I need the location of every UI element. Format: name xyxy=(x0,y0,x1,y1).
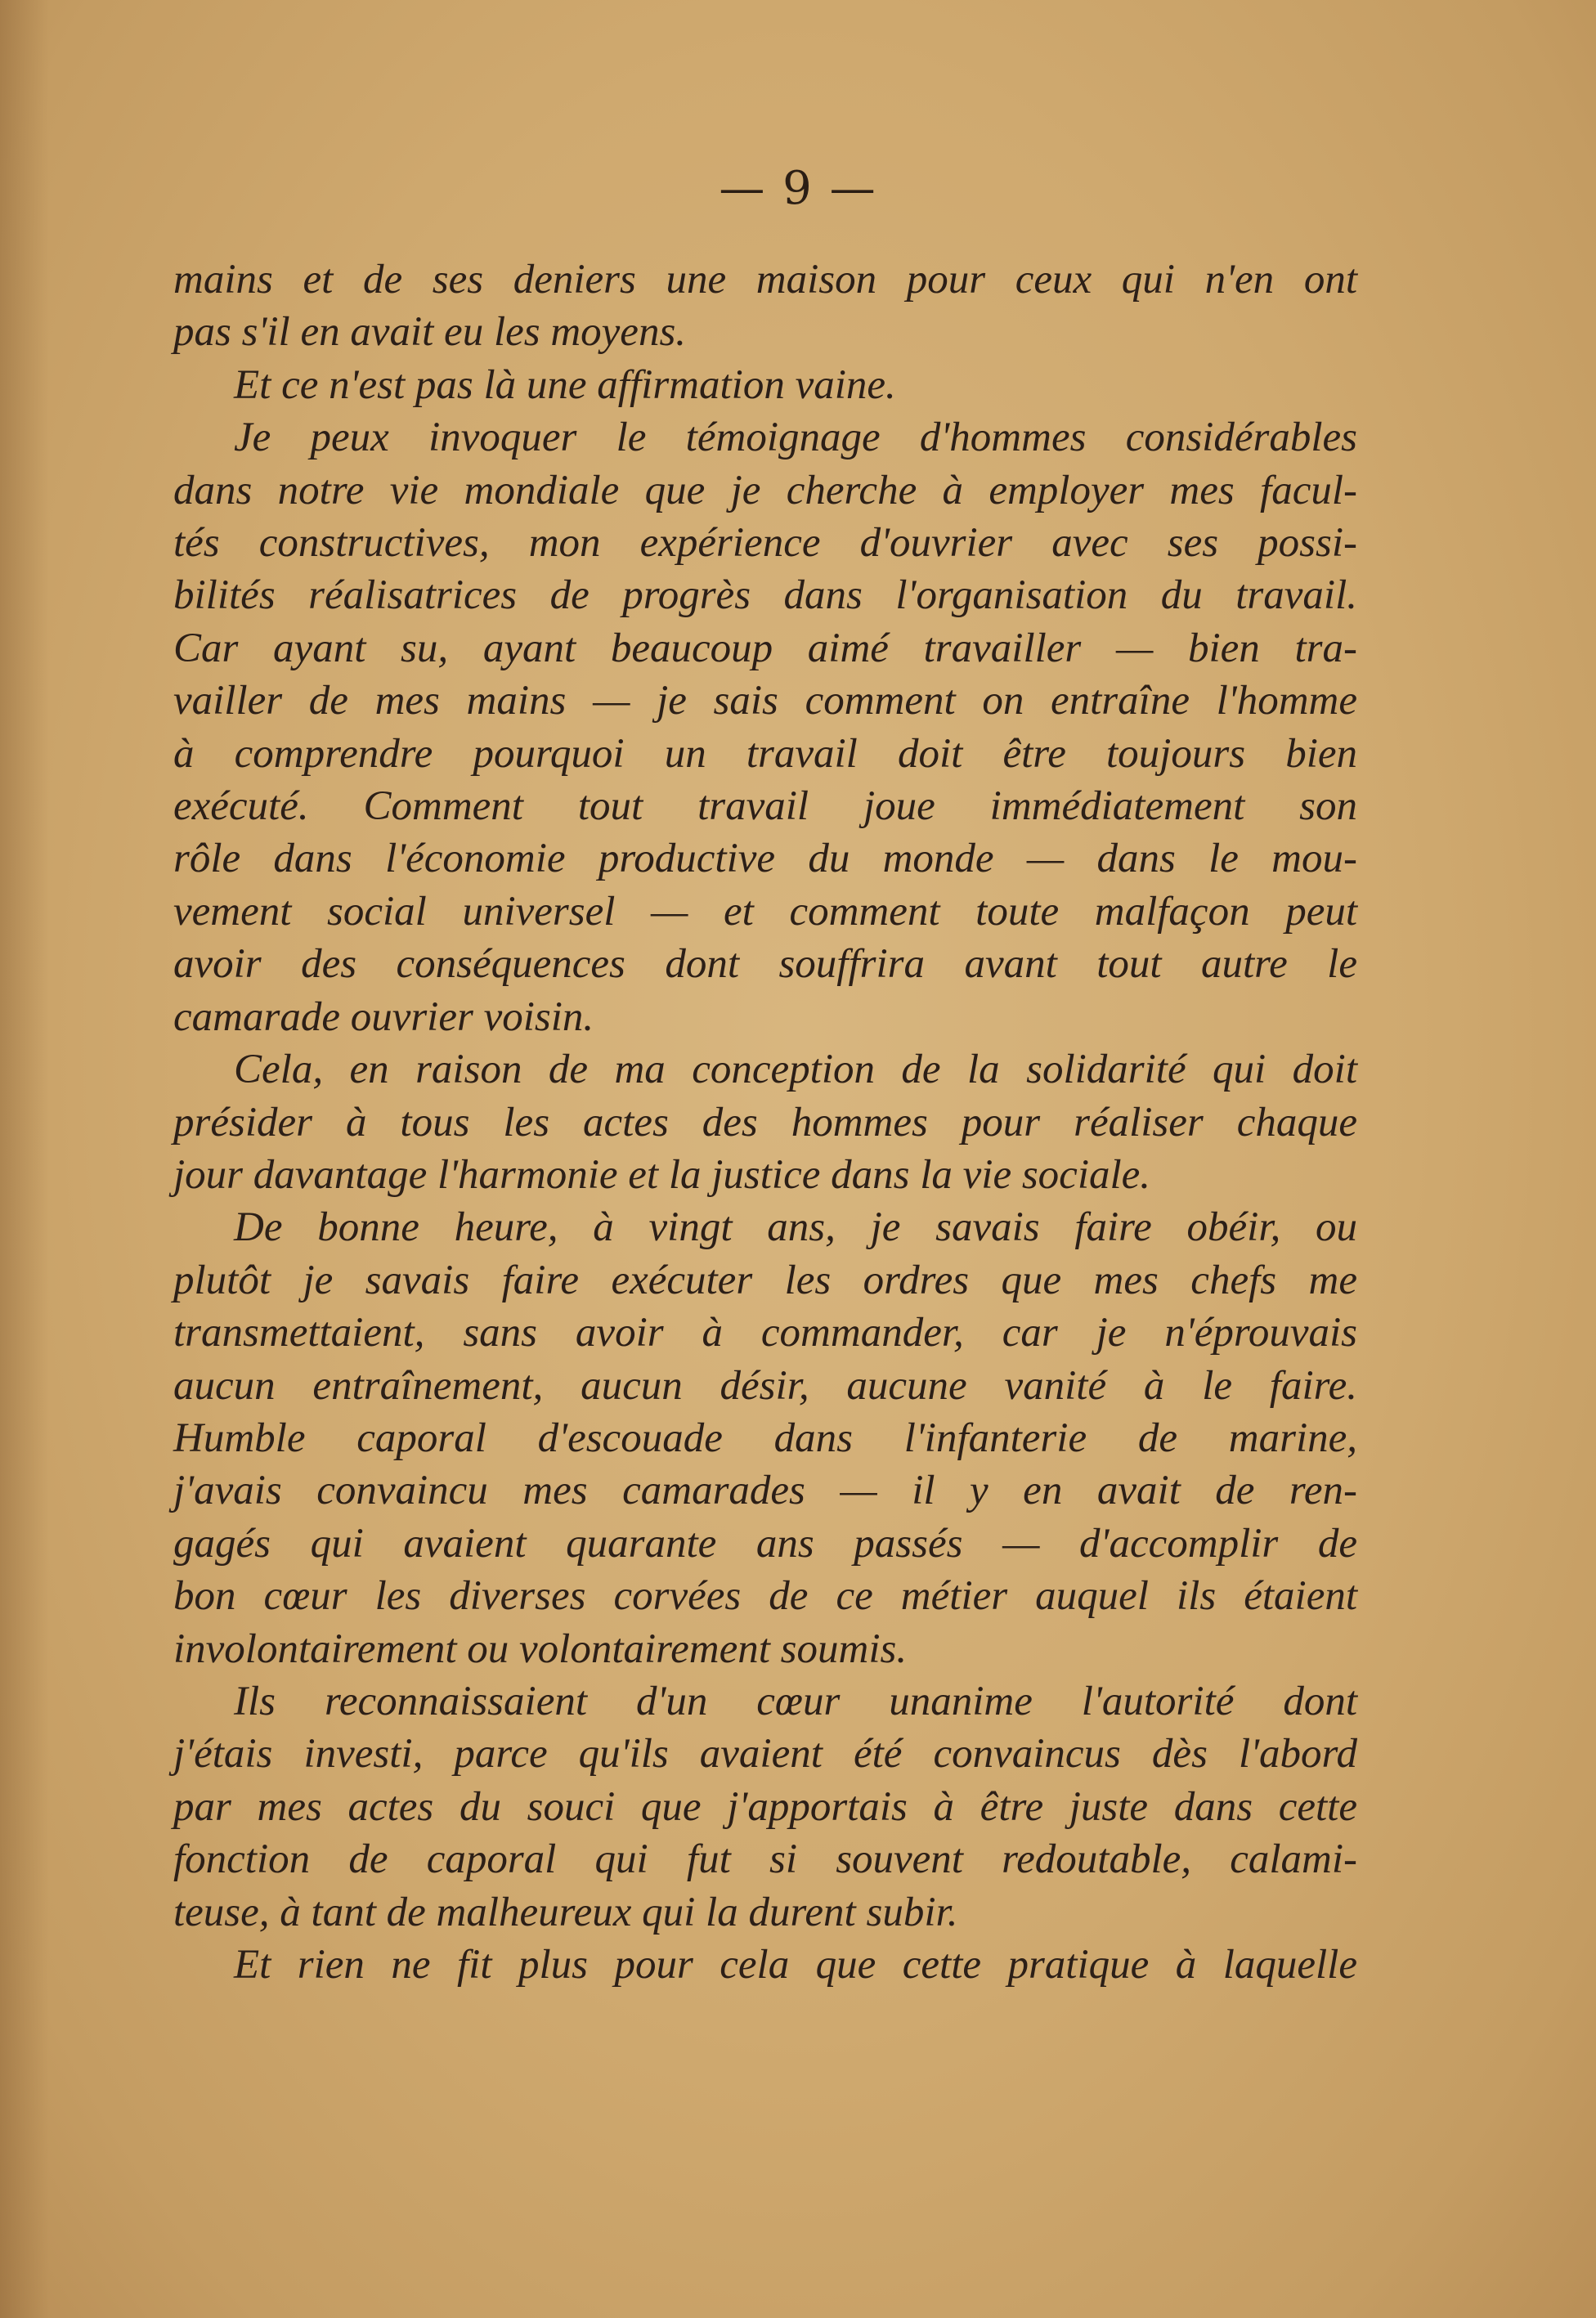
text-line: j'étais investi, parce qu'ils avaient été convaincus dès l'abord xyxy=(173,1731,1357,1778)
page-edge-shadow xyxy=(0,0,49,2318)
text-line: mains et de ses deniers une maison pour ceux qui n'en ont xyxy=(173,257,1357,303)
text-line: rôle dans l'économie productive du monde — dans le mou- xyxy=(173,836,1357,882)
text-line: De bonne heure, à vingt ans, je savais faire obéir, ou xyxy=(234,1204,1357,1251)
text-line: Ils reconnaissaient d'un cœur unanime l'autorité dont xyxy=(234,1678,1357,1724)
text-line: Et ce n'est pas là une affirmation vaine. xyxy=(234,361,896,408)
text-line: pas s'il en avait eu les moyens. xyxy=(173,309,687,356)
text-line: jour davantage l'harmonie et la justice dans la vie sociale. xyxy=(173,1151,1151,1198)
text-line: bon cœur les diverses corvées de ce métier auquel ils étaient xyxy=(173,1573,1357,1620)
text-line: à comprendre pourquoi un travail doit être toujours bien xyxy=(173,730,1357,777)
text-line: présider à tous les actes des hommes pour réaliser chaque xyxy=(173,1099,1357,1146)
text-line: aucun entraînement, aucun désir, aucune vanité à le faire. xyxy=(173,1362,1357,1409)
text-line: Car ayant su, ayant beaucoup aimé travailler — bien tra- xyxy=(173,625,1357,671)
text-line: j'avais convaincu mes camarades — il y en avait de ren- xyxy=(173,1468,1357,1514)
text-line: bilités réalisatrices de progrès dans l'organisation du travail. xyxy=(173,572,1357,619)
text-line: avoir des conséquences dont souffrira avant tout autre le xyxy=(173,941,1357,988)
paragraph xyxy=(173,411,1357,1043)
paragraph xyxy=(173,1675,1357,1939)
text-line: par mes actes du souci que j'apportais à être juste dans cette xyxy=(173,1783,1357,1830)
body-text xyxy=(173,253,1357,1991)
text-line: camarade ouvrier voisin. xyxy=(173,993,594,1040)
text-line: fonction de caporal qui fut si souvent redoutable, calami- xyxy=(173,1836,1357,1883)
paragraph xyxy=(173,253,1357,359)
paragraph xyxy=(173,1939,1357,1991)
page-number: — 9 — xyxy=(719,162,877,215)
text-line: Humble caporal d'escouade dans l'infanterie de marine, xyxy=(173,1415,1357,1461)
text-line: dans notre vie mondiale que je cherche à employer mes facul- xyxy=(173,467,1357,513)
text-line: tés constructives, mon expérience d'ouvrier avec ses possi- xyxy=(173,520,1357,567)
text-line: Cela, en raison de ma conception de la solidarité qui doit xyxy=(234,1047,1357,1093)
text-line: vailler de mes mains — je sais comment on entraîne l'homme xyxy=(173,678,1357,724)
paragraph xyxy=(173,359,1357,411)
text-line: Et rien ne fit plus pour cela que cette pratique à laquelle xyxy=(234,1942,1357,1988)
text-line: teuse, à tant de malheureux qui la durent subir. xyxy=(173,1889,958,1935)
text-line: involontairement ou volontairement soumis. xyxy=(173,1625,908,1672)
text-line: plutôt je savais faire exécuter les ordres que mes chefs me xyxy=(173,1257,1357,1303)
text-line: exécuté. Comment tout travail joue immédiatement son xyxy=(173,783,1357,830)
text-line: transmettaient, sans avoir à commander, car je n'éprouvais xyxy=(173,1310,1357,1356)
paragraph xyxy=(173,1043,1357,1201)
text-line: vement social universel — et comment toute malfaçon peut xyxy=(173,888,1357,935)
paragraph xyxy=(173,1201,1357,1675)
text-line: Je peux invoquer le témoignage d'hommes considérables xyxy=(234,415,1357,461)
text-line: gagés qui avaient quarante ans passés — d'accomplir de xyxy=(173,1520,1357,1567)
